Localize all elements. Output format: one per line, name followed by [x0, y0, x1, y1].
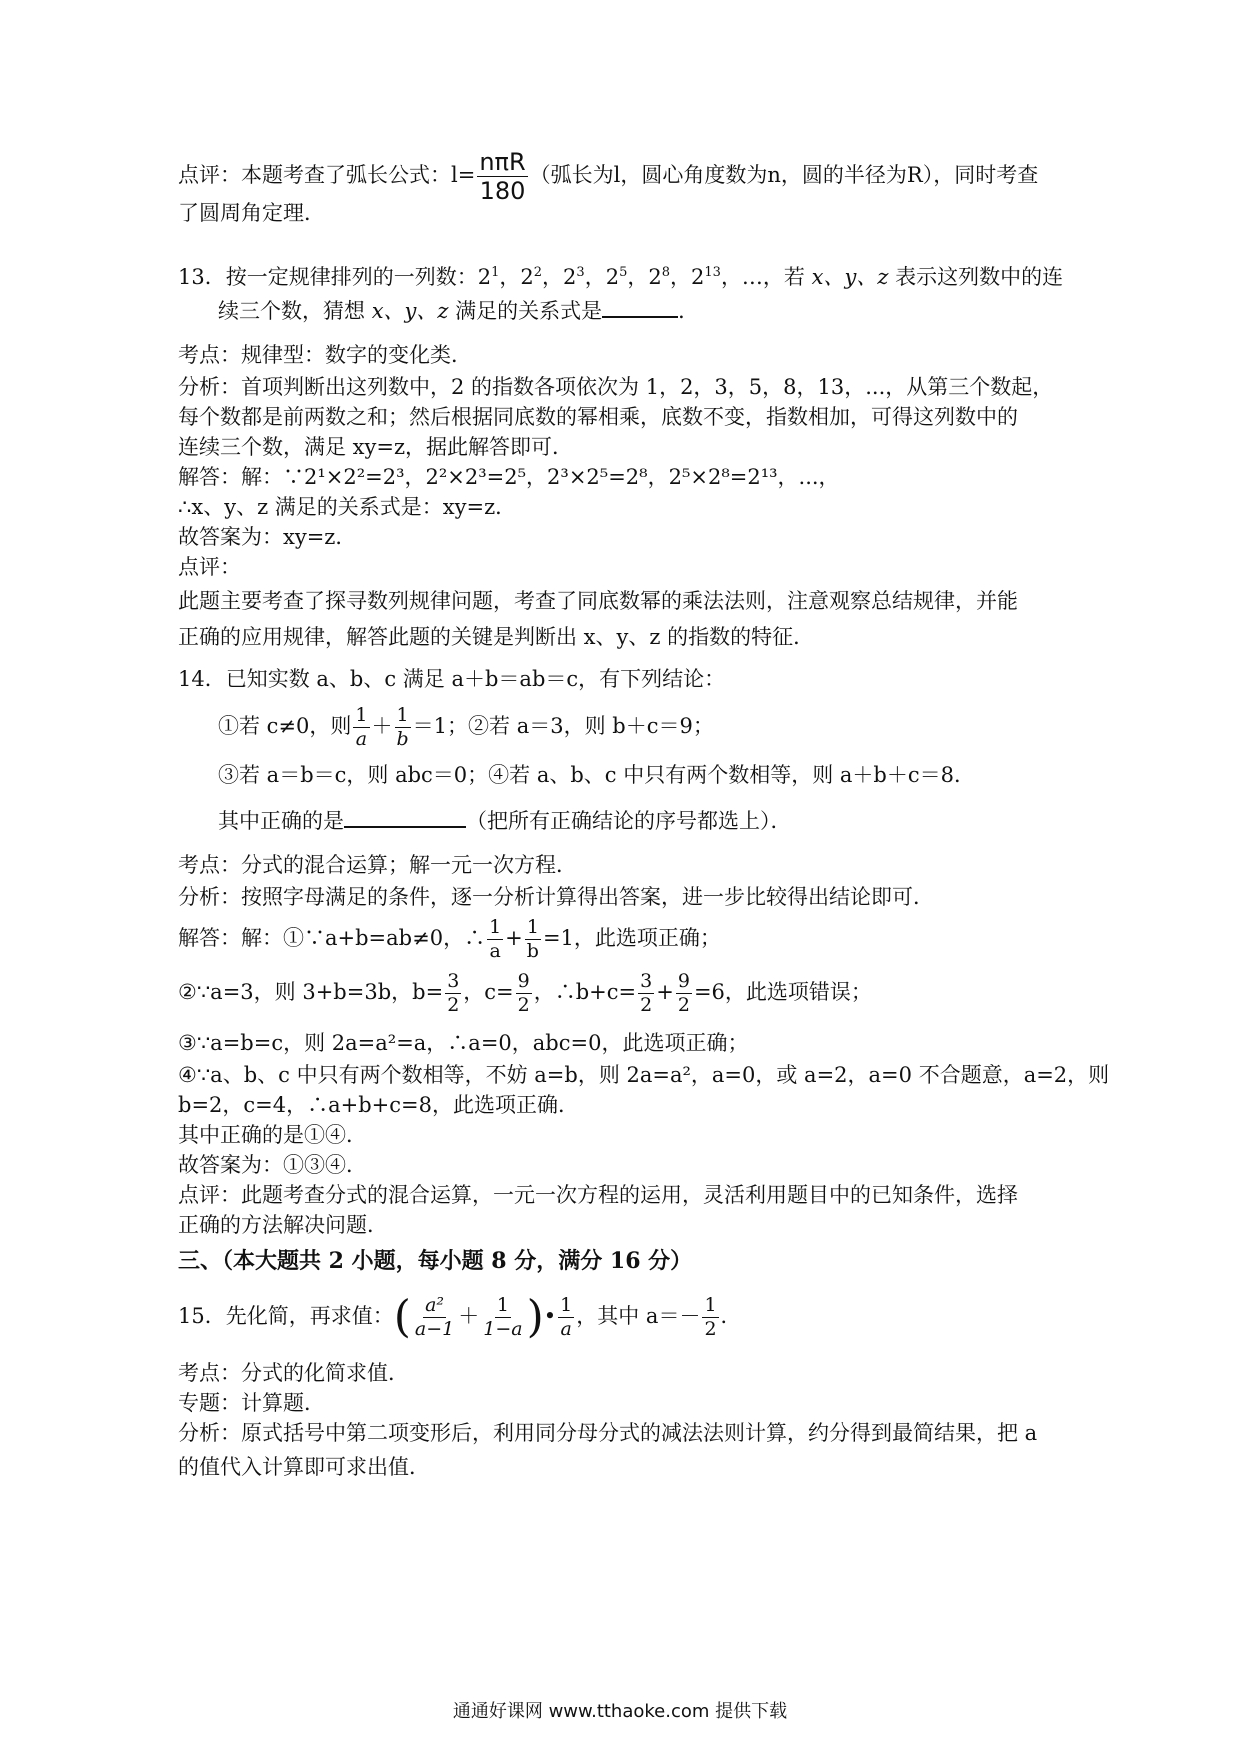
q14-analysis: 分析：按照字母满足的条件，逐一分析计算得出答案，进一步比较得出结论即可． [178, 885, 934, 909]
q15-topic: 专题：计算题． [178, 1391, 325, 1415]
q14-solution-2: ②∵a=3，则 3+b=3b，b= $\frac{3}{2}$ ，c= $\frac{9}{2}$ ，∴b+c= $\frac{3}{2}$ + $\frac{9}{2}$ =6，此选项错误； [178, 970, 872, 1016]
q14-solution-4-2: b=2，c=4，∴a+b+c=8，此选项正确． [178, 1093, 579, 1117]
arc-length-formula: $\frac{\text{nπR}}{180}$ [479, 148, 526, 205]
q13-stem-line1: 13．按一定规律排列的一列数：$2^1$，$2^2$，$2^3$，$2^5$，$2^8$，$2^{13}$，…，若 x、y、z 表示这列数中的连 [178, 265, 1064, 289]
q14-correct: 其中正确的是①④． [178, 1123, 367, 1147]
q15-stem: 15．先化简，再求值：( $\frac{\text{a²}}{a-1}$ ＋ $\frac{1}{1-a}$ )• $\frac{1}{a}$ ，其中 a＝－ $\frac{1}{2}$ ． [178, 1291, 742, 1343]
q14-review-1: 点评：此题考查分式的混合运算，一元一次方程的运用，灵活利用题目中的已知条件，选择 [178, 1183, 1018, 1207]
answer-blank[interactable] [344, 826, 466, 828]
q13-review-2: 正确的应用规律，解答此题的关键是判断出 x、y、z 的指数的特征． [178, 625, 815, 649]
p12-review-line2: 了圆周角定理． [178, 201, 325, 225]
q13-analysis-2: 每个数都是前两数之和；然后根据同底数的幂相乘，底数不变，指数相加，可得这列数中的 [178, 405, 1018, 429]
q13-stem-line2: 续三个数，猜想 x、y、z 满足的关系式是 ． [218, 299, 700, 323]
q15-analysis-2: 的值代入计算即可求出值． [178, 1455, 430, 1479]
q14-stem: 14．已知实数 a、b、c 满足 a＋b＝ab＝c，有下列结论： [178, 667, 726, 691]
q14-ask: 其中正确的是 （把所有正确结论的序号都选上）． [218, 809, 792, 833]
q13-review-label: 点评： [178, 555, 241, 579]
q13-analysis-3: 连续三个数，满足 xy=z，据此解答即可． [178, 435, 574, 459]
p12-review-line1: 点评：本题考查了弧长公式：l= $\frac{\text{nπR}}{180}$ （弧长为l，圆心角度数为n，圆的半径为R），同时考查 [178, 148, 1039, 205]
q14-point: 考点：分式的混合运算；解一元一次方程． [178, 853, 577, 877]
q15-point: 考点：分式的化简求值． [178, 1361, 409, 1385]
q14-solution-1: 解答：解：①∵a+b=ab≠0，∴ $\frac{1}{a}$ + $\frac{1}{b}$ =1，此选项正确； [178, 916, 721, 962]
section-3-heading: 三、（本大题共 2 小题，每小题 8 分，满分 16 分） [178, 1248, 693, 1274]
q13-analysis-1: 分析：首项判断出这列数中，2 的指数各项依次为 1，2，3，5，8，13，...，从第三个数起， [178, 375, 1054, 399]
answer-blank[interactable] [602, 316, 678, 318]
q13-answer: 故答案为：xy=z． [178, 525, 357, 549]
q14-answer: 故答案为：①③④． [178, 1153, 367, 1177]
q13-review-1: 此题主要考查了探寻数列规律问题，考查了同底数幂的乘法法则，注意观察总结规律，并能 [178, 589, 1018, 613]
q14-solution-4-1: ④∵a、b、c 中只有两个数相等，不妨 a=b，则 2a=a²，a=0，或 a=2，a=0 不合题意，a=2，则 [178, 1063, 1110, 1087]
q13-solution-1: 解答：解：∵2¹×2²=2³，2²×2³=2⁵，2³×2⁵=2⁸，2⁵×2⁸=2¹³，...， [178, 465, 840, 489]
q14-options-3: ③若 a＝b＝c，则 abc＝0；④若 a、b、c 中只有两个数相等，则 a＋b＋c＝8． [218, 763, 975, 787]
q13-solution-2: ∴x、y、z 满足的关系式是：xy=z． [178, 495, 517, 519]
page-footer: 通通好课网 www.tthaoke.com 提供下载 [452, 1701, 788, 1722]
q14-options-1: ①若 c≠0，则 $\frac{1}{a}$ ＋ $\frac{1}{b}$ ＝1；②若 a＝3，则 b＋c＝9； [218, 704, 714, 750]
q14-review-2: 正确的方法解决问题． [178, 1213, 388, 1237]
q13-point: 考点：规律型：数字的变化类． [178, 343, 472, 367]
q14-solution-3: ③∵a=b=c，则 2a=a²=a，∴a=0，abc=0，此选项正确； [178, 1031, 749, 1055]
q15-analysis-1: 分析：原式括号中第二项变形后，利用同分母分式的减法法则计算，约分得到最简结果，把 a [178, 1421, 1038, 1445]
